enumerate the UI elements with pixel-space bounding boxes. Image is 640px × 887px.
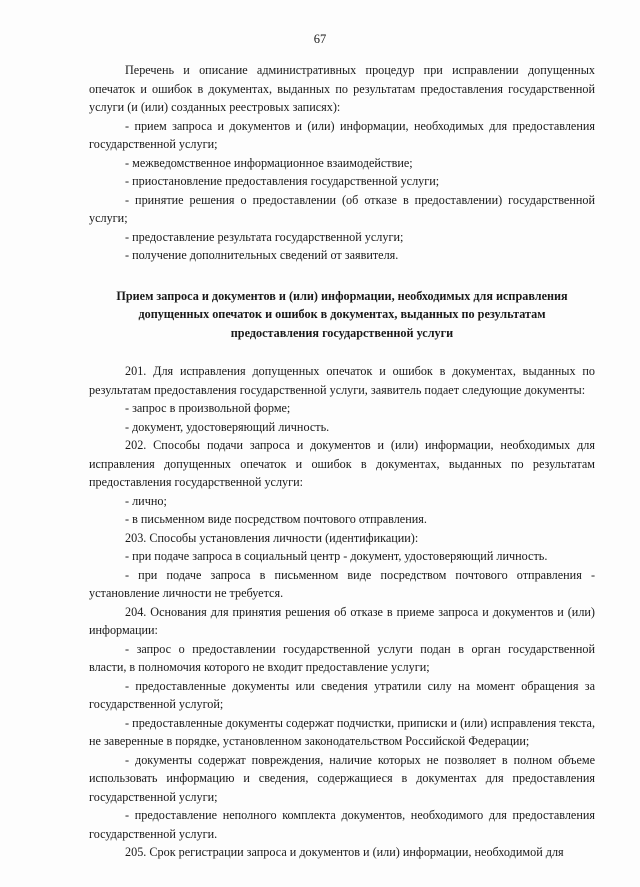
- list-item: - предоставление результата государственной услуги;: [125, 229, 404, 244]
- intro-section: [89, 61, 595, 265]
- section-heading: Прием запроса и документов и (или) информации, необходимых для исправления допущенных опечаток и ошибок в документах, выданных по результатам предоставления государственной услуги: [116, 288, 568, 340]
- clause-202: 202. Способы подачи запроса и документов и (или) информации, необходимых для исправления допущенных опечаток и ошибок в документах, выданных по результатам предоставления государственной услуги:: [89, 438, 595, 489]
- list-item: - в письменном виде посредством почтового отправления.: [125, 512, 427, 526]
- list-item: - принятие решения о предоставлении (об отказе в предоставлении) государственной услуги;: [89, 192, 595, 225]
- list-item: - документ, удостоверяющий личность.: [125, 419, 330, 434]
- clause-201: 201. Для исправления допущенных опечаток и ошибок в документах, выданных по результатам предоставления государственной услуги, заявитель подает следующие документы:: [89, 364, 595, 397]
- clause-205: 205. Срок регистрации запроса и документов и (или) информации, необходимой для: [125, 845, 564, 859]
- list-item: - прием запроса и документов и (или) информации, необходимых для предоставления государственной услуги;: [89, 118, 595, 151]
- list-item: - при подаче запроса в социальный центр - документ, удостоверяющий личность.: [125, 549, 548, 563]
- list-item: - предоставленные документы или сведения утратили силу на момент обращения за государственной услугой;: [89, 678, 595, 711]
- list-item: - лично;: [125, 493, 167, 508]
- list-item: - при подаче запроса в письменном виде посредством почтового отправления - установление личности не требуется.: [89, 567, 595, 600]
- list-item: - приостановление предоставления государственной услуги;: [125, 174, 440, 188]
- list-item: - предоставленные документы содержат подчистки, приписки и (или) исправления текста, не заверенные в порядке, установленном законодательством Российской Федерации;: [89, 715, 595, 748]
- page-number: 67: [313, 32, 327, 46]
- list-item: - запрос в произвольной форме;: [125, 401, 291, 415]
- list-item: - межведомственное информационное взаимодействие;: [125, 155, 413, 170]
- list-item: - получение дополнительных сведений от заявителя.: [125, 248, 399, 262]
- list-item: - документы содержат повреждения, наличие которых не позволяет в полном объеме использовать информацию и сведения, содержащиеся в документах для предоставления государственной услуги;: [89, 752, 595, 804]
- intro-paragraph: Перечень и описание административных процедур при исправлении допущенных опечаток и ошибок в документах, выданных по результатам предоставления государственной услуги (и (или) созданных реестровых записях):: [89, 63, 595, 114]
- body-section: [89, 362, 595, 862]
- list-item: - предоставление неполного комплекта документов, необходимого для предоставления государственной услуги.: [89, 808, 595, 841]
- clause-204: 204. Основания для принятия решения об отказе в приеме запроса и документов и (или) информации:: [89, 604, 595, 637]
- list-item: - запрос о предоставлении государственной услуги подан в орган государственной власти, в полномочия которого не входит предоставление услуги;: [89, 641, 595, 674]
- document-content: [89, 61, 595, 862]
- clause-203: 203. Способы установления личности (идентификации):: [125, 530, 419, 545]
